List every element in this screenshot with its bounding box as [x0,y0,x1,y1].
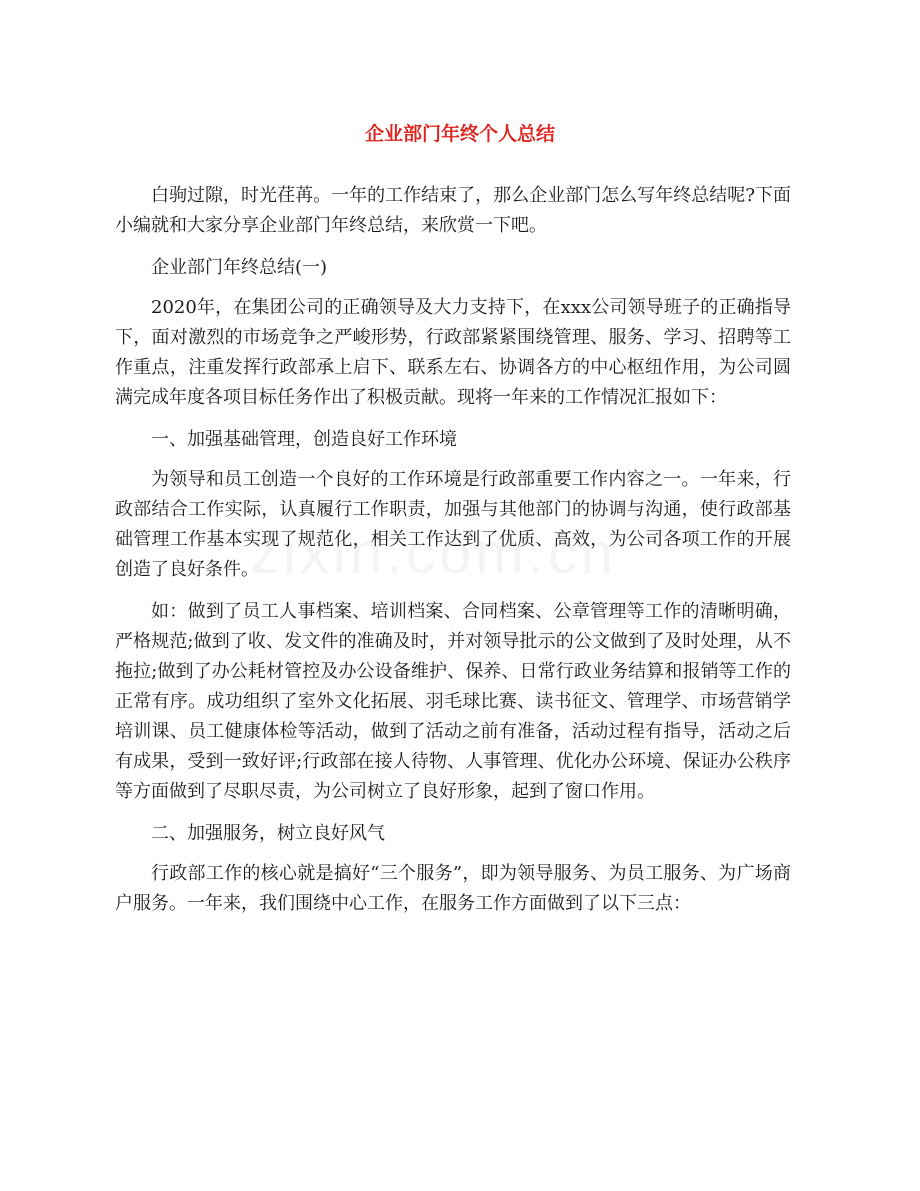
section-heading-2: 二、加强服务，树立良好风气 [151,823,385,844]
intro-paragraph: 白驹过隙，时光荏苒。一年的工作结束了，那么企业部门怎么写年终总结呢?下面小编就和大家分享企业部门年终总结，来欣赏一下吧。 [115,185,791,236]
section-heading-summary-1: 企业部门年终总结(一) [151,257,328,278]
document-body [115,181,791,931]
document-title: 企业部门年终个人总结 [364,123,555,145]
service-paragraph: 行政部工作的核心就是搞好“三个服务”，即为领导服务、为员工服务、为广场商户服务。一年来，我们围绕中心工作，在服务工作方面做到了以下三点： [115,863,791,914]
overview-paragraph: 2020年，在集团公司的正确领导及大力支持下，在xxx公司领导班子的正确指导下，面对激烈的市场竞争之严峻形势，行政部紧紧围绕管理、服务、学习、招聘等工作重点，注重发挥行政部承上启下、联系左右、协调各方的中心枢纽作用，为公司圆满完成年度各项目标任务作出了积极贡献。现将一年来的工作情况汇报如下： [115,297,791,408]
management-paragraph: 为领导和员工创造一个良好的工作环境是行政部重要工作内容之一。一年来，行政部结合工作实际，认真履行工作职责，加强与其他部门的协调与沟通，使行政部基础管理工作基本实现了规范化，相关工作达到了优质、高效，为公司各项工作的开展创造了良好条件。 [115,469,791,580]
section-heading-1: 一、加强基础管理，创造良好工作环境 [151,429,457,450]
examples-paragraph: 如：做到了员工人事档案、培训档案、合同档案、公章管理等工作的清晰明确，严格规范;做到了收、发文件的准确及时，并对领导批示的公文做到了及时处理，从不拖拉;做到了办公耗材管控及办公设备维护、保养、日常行政业务结算和报销等工作的正常有序。成功组织了室外文化拓展、羽毛球比赛、读书征文、管理学、市场营销学培训课、员工健康体检等活动，做到了活动之前有准备，活动过程有指导，活动之后有成果，受到一致好评;行政部在接人待物、人事管理、优化办公环境、保证办公秩序等方面做到了尽职尽责，为公司树立了良好形象，起到了窗口作用。 [115,601,791,802]
